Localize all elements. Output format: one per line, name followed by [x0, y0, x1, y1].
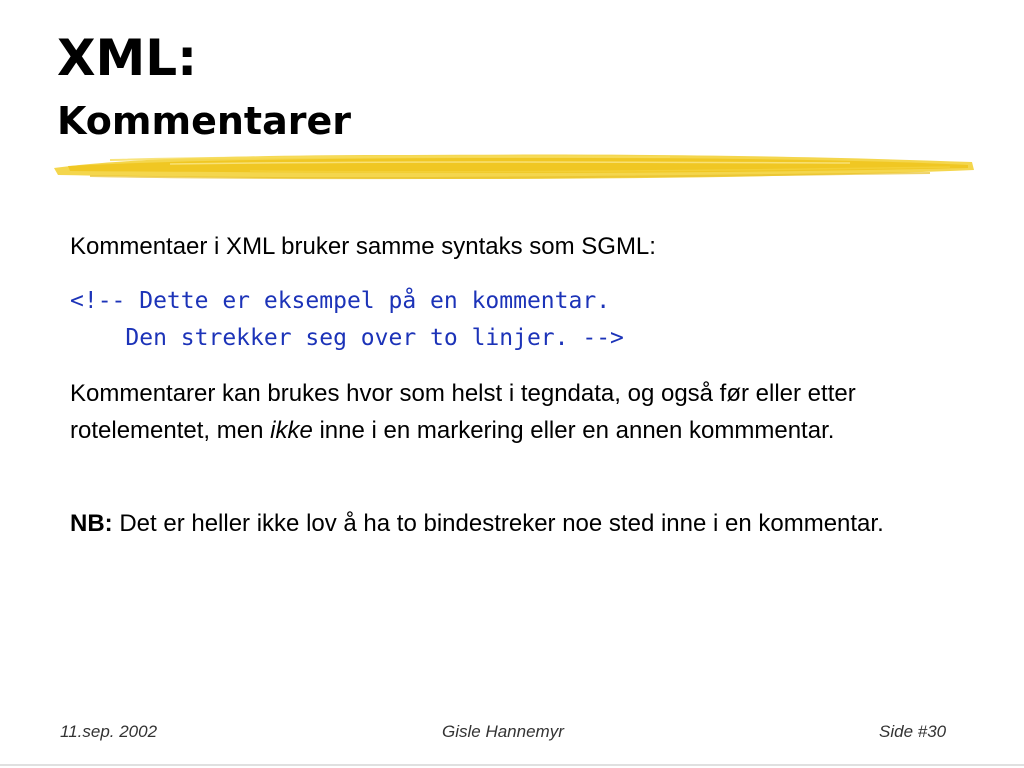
usage-paragraph	[70, 375, 960, 449]
nb-label: NB:	[70, 510, 113, 537]
slide-subtitle: Kommentarer	[57, 99, 351, 143]
usage-text-part2: inne i en markering eller en annen kommmentar.	[312, 417, 835, 444]
emphasis-ikke: ikke	[270, 417, 313, 444]
footer-page-number: Side #30	[879, 722, 947, 741]
usage-text-part1: Kommentarer kan brukes hvor som helst i tegndata, og også før eller etter rotelementet, men	[70, 380, 856, 444]
nb-paragraph	[70, 505, 960, 542]
yellow-brush-stroke	[50, 146, 976, 186]
code-line-2: Den strekker seg over to linjer. -->	[70, 325, 624, 351]
nb-text: Det er heller ikke lov å ha to bindestreker noe sted inne i en kommentar.	[112, 510, 884, 537]
intro-text: Kommentaer i XML bruker samme syntaks som SGML:	[70, 233, 656, 260]
slide-title: XML:	[57, 29, 198, 87]
code-example	[70, 283, 624, 357]
footer-author: Gisle Hannemyr	[442, 722, 564, 741]
footer-date: 11.sep. 2002	[60, 722, 158, 741]
code-line-1: <!-- Dette er eksempel på en kommentar.	[70, 288, 611, 314]
bottom-divider	[0, 764, 1024, 766]
